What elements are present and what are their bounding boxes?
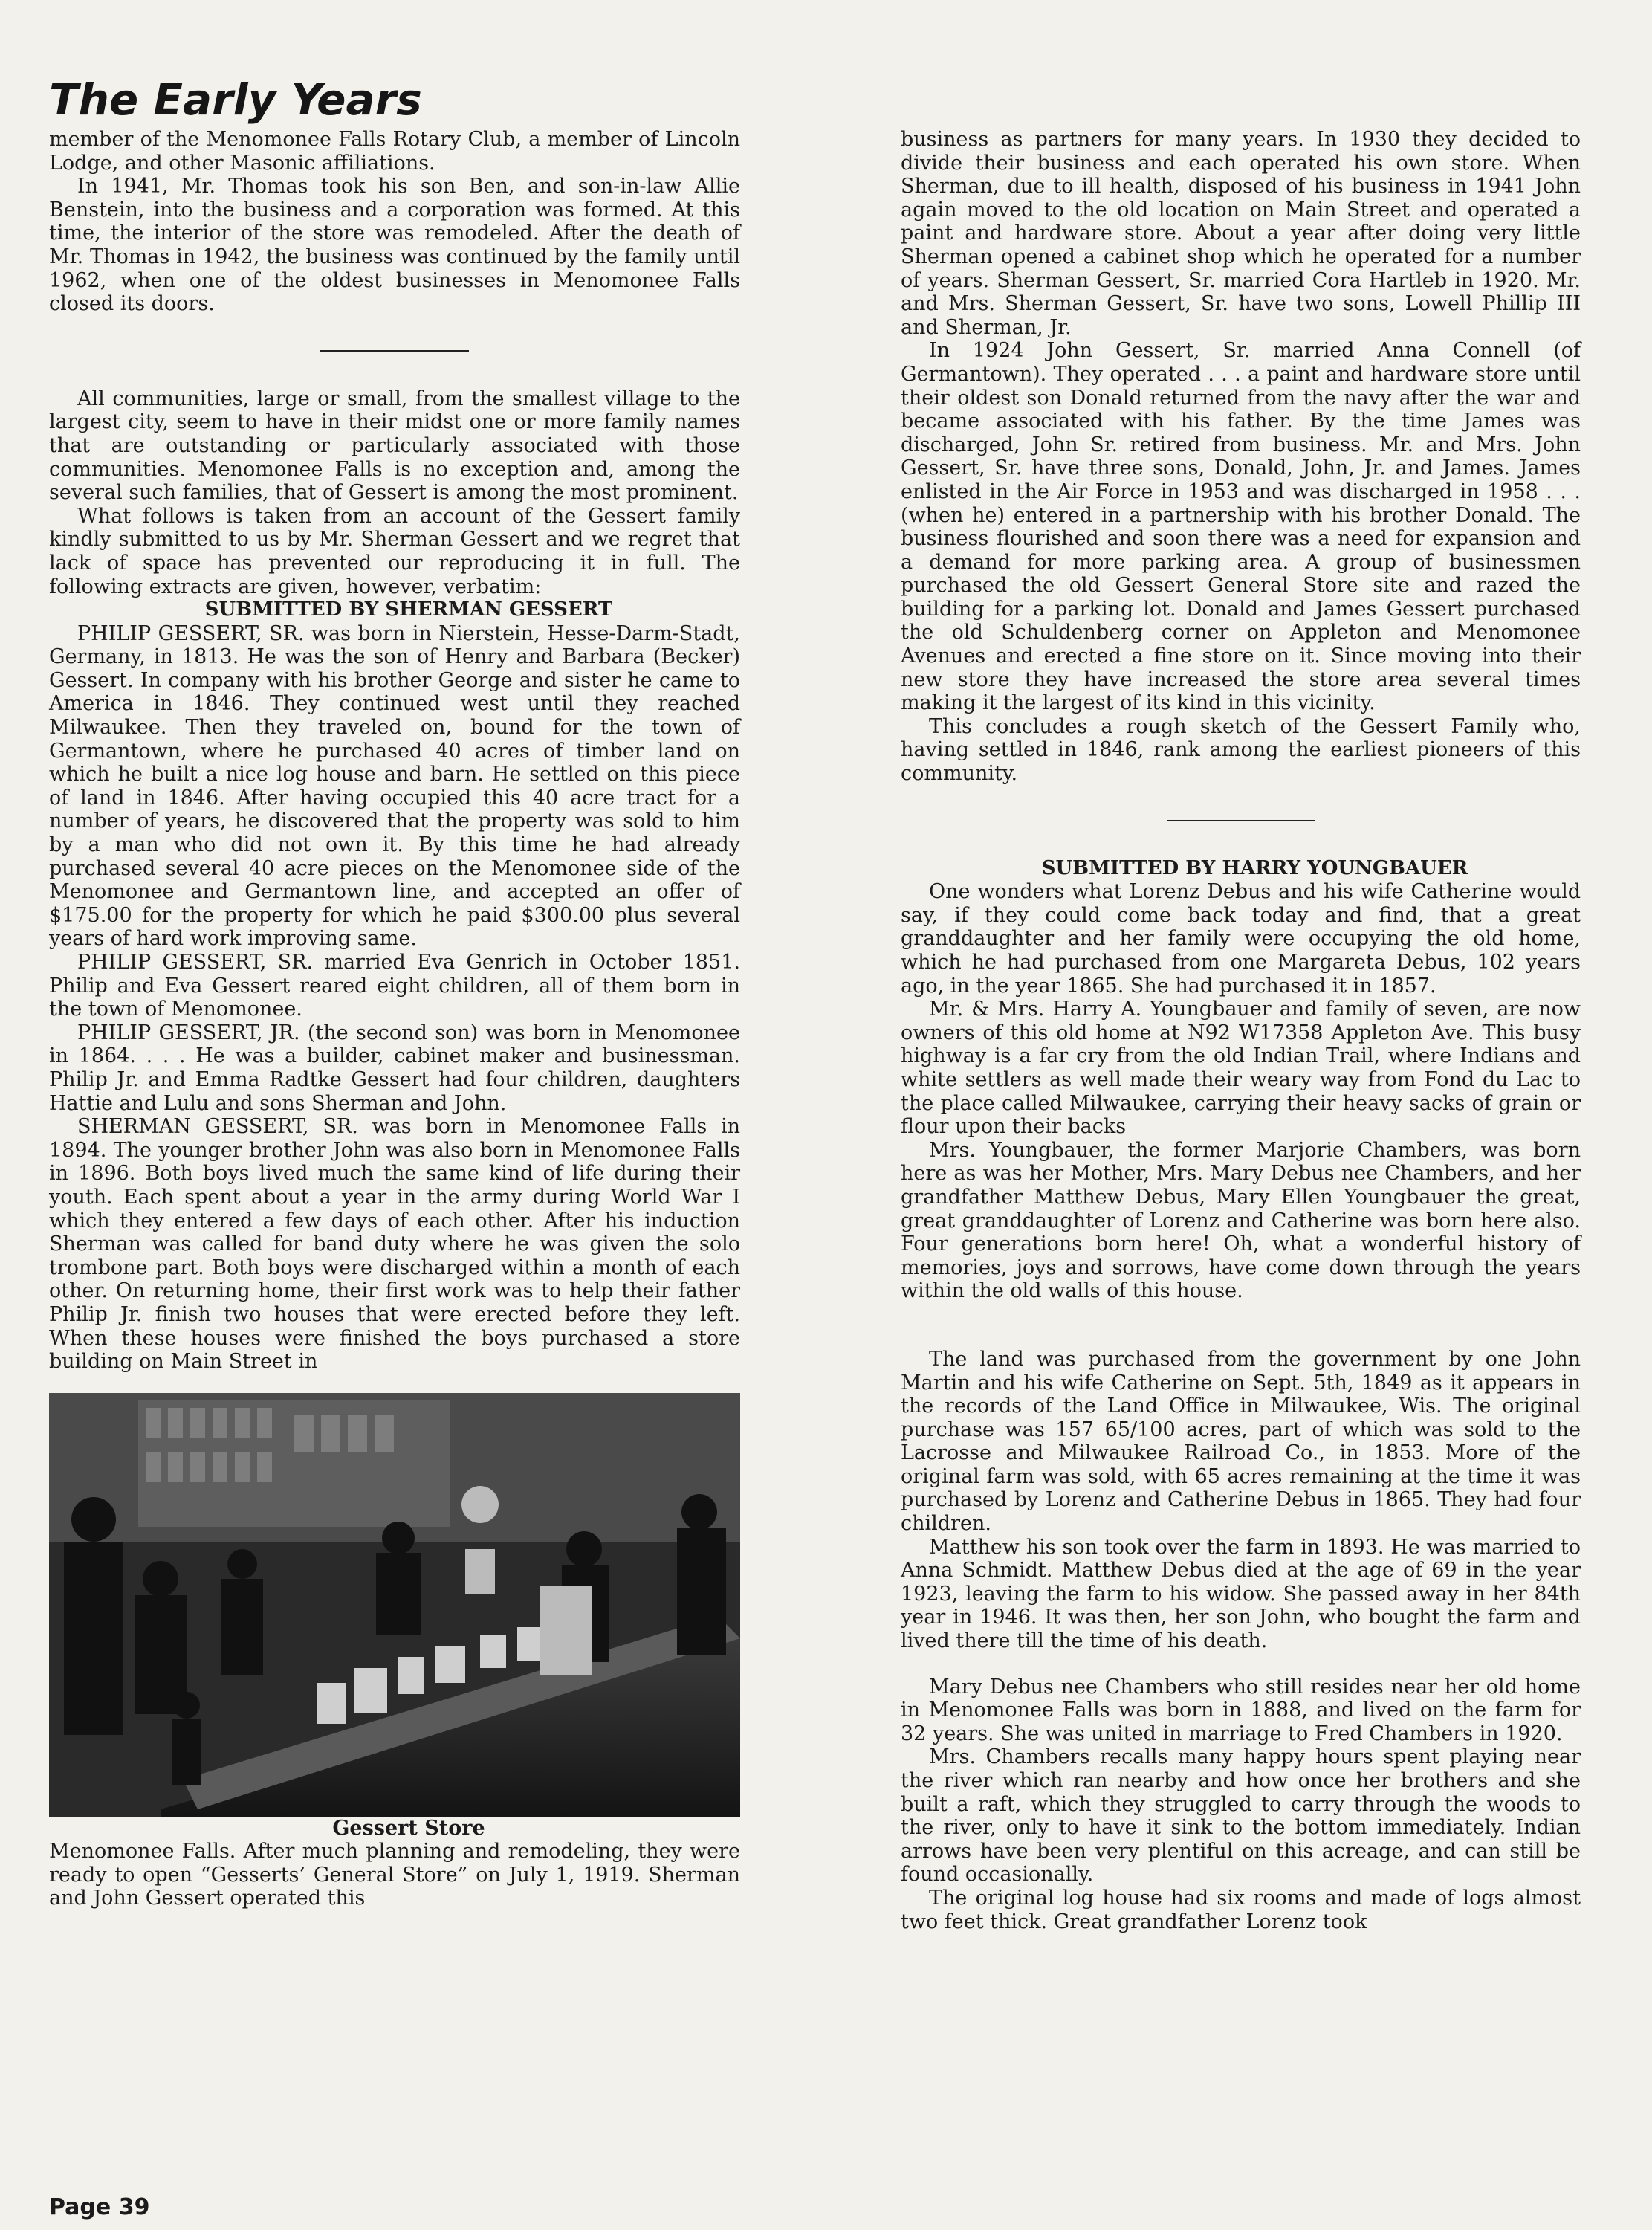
paragraph: business as partners for many years. In 1930 they decided to divide their business and each operated his own store. When Sherman, due to ill health, disposed of his business in 1941 John again moved to the old location on Main Street and operated a paint and hardware store. About a year after doing very little Sherman opened a cabinet shop which he operated for a number of years. Sherman Gessert, Sr. married Cora Hartleb in 1920. Mr. and Mrs. Sherman Gessert, Sr. have two sons, Lowell Phillip III and Sherman, Jr. — [901, 128, 1581, 339]
paragraph: PHILIP GESSERT, JR. (the second son) was born in Menomonee in 1864. . . . He was a builder, cabinet maker and businessman. Philip Jr. and Emma Radtke Gessert had four children, daughters Hattie and Lulu and sons Sherman and John. — [49, 1021, 740, 1115]
page-number: Page 39 — [49, 2194, 150, 2220]
paragraph: Mrs. Chambers recalls many happy hours spent playing near the river which ran nearby and how once her brothers and she built a raft, which they struggled to carry through the woods to the river, only to have it sink to the bottom immediately. Indian arrows have been very plentiful on this acreage, and can still be found occasionally. — [901, 1745, 1581, 1887]
paragraph: PHILIP GESSERT, SR. was born in Nierstein, Hesse-Darm-Stadt, Germany, in 1813. He was the son of Henry and Barbara (Becker) Gessert. In company with his brother George and sister he came to America in 1846. They continued west until they reached Milwaukee. Then they traveled on, bound for the town of Germantown, where he purchased 40 acres of timber land on which he built a nice log house and barn. He settled on this piece of land in 1846. After having occupied this 40 acre tract for a number of years, he discovered that the property was sold to him by a man who did not own it. By this time he had already purchased several 40 acre pieces on the Menomonee side of the Menomonee and Germantown line, and accepted an offer of $175.00 for the property for which he paid $300.00 plus several years of hard work improving same. — [49, 621, 740, 951]
paragraph: Mrs. Youngbauer, the former Marjorie Chambers, was born here as was her Mother, Mrs. Mary Debus nee Chambers, and her grandfather Matthew Debus, Mary Ellen Youngbauer the great, great granddaughter of Lorenz and Catherine was born here also. Four generations born here! Oh, what a wonderful history of memories, joys and sorrows, have come down through the years within the old walls of this house. — [901, 1138, 1581, 1303]
paragraph: Menomonee Falls. After much planning and remodeling, they were ready to open “Gesserts’ General Store” on July 1, 1919. Sherman and John Gessert operated this — [49, 1840, 740, 1910]
paragraph: In 1941, Mr. Thomas took his son Ben, and son-in-law Allie Benstein, into the business and a corporation was formed. At this time, the interior of the store was remodeled. After the death of Mr. Thomas in 1942, the business was continued by the family until 1962, when one of the oldest businesses in Menomonee Falls closed its doors. — [49, 175, 740, 316]
section-title: The Early Years — [49, 74, 422, 125]
paragraph: This concludes a rough sketch of the Gessert Family who, having settled in 1846, rank among the earliest pioneers of this community. — [901, 714, 1581, 786]
submitted-by-heading: SUBMITTED BY SHERMAN GESSERT — [204, 598, 613, 621]
paragraph: PHILIP GESSERT, SR. married Eva Genrich in October 1851. Philip and Eva Gessert reared eight children, all of them born in the town of Menomonee. — [49, 951, 740, 1021]
right-column — [901, 128, 1581, 1933]
paragraph: SHERMAN GESSERT, SR. was born in Menomonee Falls in 1894. The younger brother John was also born in Menomonee Falls in 1896. Both boys lived much the same kind of life during their youth. Each spent about a year in the army during World War I which they entered a few days of each other. After his induction Sherman was called for band duty where he was given the solo trombone part. Both boys were discharged within a month of each other. On returning home, their first work was to help their father Philip Jr. finish two houses that were erected before they left. When these houses were finished the boys purchased a store building on Main Street in — [49, 1115, 740, 1374]
paragraph: The original log house had six rooms and made of logs almost two feet thick. Great grandfather Lorenz took — [901, 1886, 1581, 1933]
section-divider — [320, 350, 469, 352]
paragraph: member of the Menomonee Falls Rotary Club, a member of Lincoln Lodge, and other Masonic affiliations. — [49, 128, 740, 175]
photo-caption: Gessert Store — [332, 1816, 485, 1840]
paragraph: In 1924 John Gessert, Sr. married Anna Connell (of Germantown). They operated . . . a paint and hardware store until their oldest son Donald returned from the navy after the war and became associated with his father. By the time James was discharged, John Sr. retired from business. Mr. and Mrs. John Gessert, Sr. have three sons, Donald, John, Jr. and James. James enlisted in the Air Force in 1953 and was discharged in 1958 . . . (when he) entered in a partnership with his brother Donald. The business flourished and soon there was a need for expansion and a demand for more parking area. A group of businessmen purchased the old Gessert General Store site and razed the building for a parking lot. Donald and James Gessert purchased the old Schuldenberg corner on Appleton and Menomonee Avenues and erected a fine store on it. Since moving into their new store they have increased the store area several times making it the largest of its kind in this vicinity. — [901, 339, 1581, 715]
paragraph: What follows is taken from an account of the Gessert family kindly submitted to us by Mr. Sherman Gessert and we regret that lack of space has prevented our reproducing it in full. The following extracts are given, however, verbatim: — [49, 504, 740, 598]
section-divider — [1167, 820, 1315, 821]
paragraph: Matthew his son took over the farm in 1893. He was married to Anna Schmidt. Matthew Debus died at the age of 69 in the year 1923, leaving the farm to his widow. She passed away in her 84th year in 1946. It was then, her son John, who bought the farm and lived there till the time of his death. — [901, 1535, 1581, 1653]
submitted-by-heading: SUBMITTED BY HARRY YOUNGBAUER — [1041, 856, 1468, 879]
paragraph: All communities, large or small, from the smallest village to the largest city, seem to have in their midst one or more family names that are outstanding or particularly associated with those communities. Menomonee Falls is no exception and, among the several such families, that of Gessert is among the most prominent. — [49, 387, 740, 505]
store-interior-image — [49, 1393, 740, 1817]
left-column — [49, 128, 740, 1910]
paragraph: One wonders what Lorenz Debus and his wife Catherine would say, if they could come back today and find, that a great granddaughter and her family were occupying the old home, which he had purchased from one Margareta Debus, 102 years ago, in the year 1865. She had purchased it in 1857. — [901, 880, 1581, 998]
paragraph: The land was purchased from the government by one John Martin and his wife Catherine on Sept. 5th, 1849 as it appears in the records of the Land Office in Milwaukee, Wis. The original purchase was 157 65/100 acres, part of which was sold to the Lacrosse and Milwaukee Railroad Co., in 1853. More of the original farm was sold, with 65 acres remaining at the time it was purchased by Lorenz and Catherine Debus in 1865. They had four children. — [901, 1347, 1581, 1536]
paragraph: Mr. & Mrs. Harry A. Youngbauer and family of seven, are now owners of this old home at N92 W17358 Appleton Ave. This busy highway is a far cry from the old Indian Trail, where Indians and white settlers as well made their weary way from Fond du Lac to the place called Milwaukee, carrying their heavy sacks of grain or flour upon their backs — [901, 998, 1581, 1139]
paragraph: Mary Debus nee Chambers who still resides near her old home in Menomonee Falls was born in 1888, and lived on the farm for 32 years. She was united in marriage to Fred Chambers in 1920. — [901, 1675, 1581, 1745]
gessert-store-photo — [49, 1393, 740, 1817]
